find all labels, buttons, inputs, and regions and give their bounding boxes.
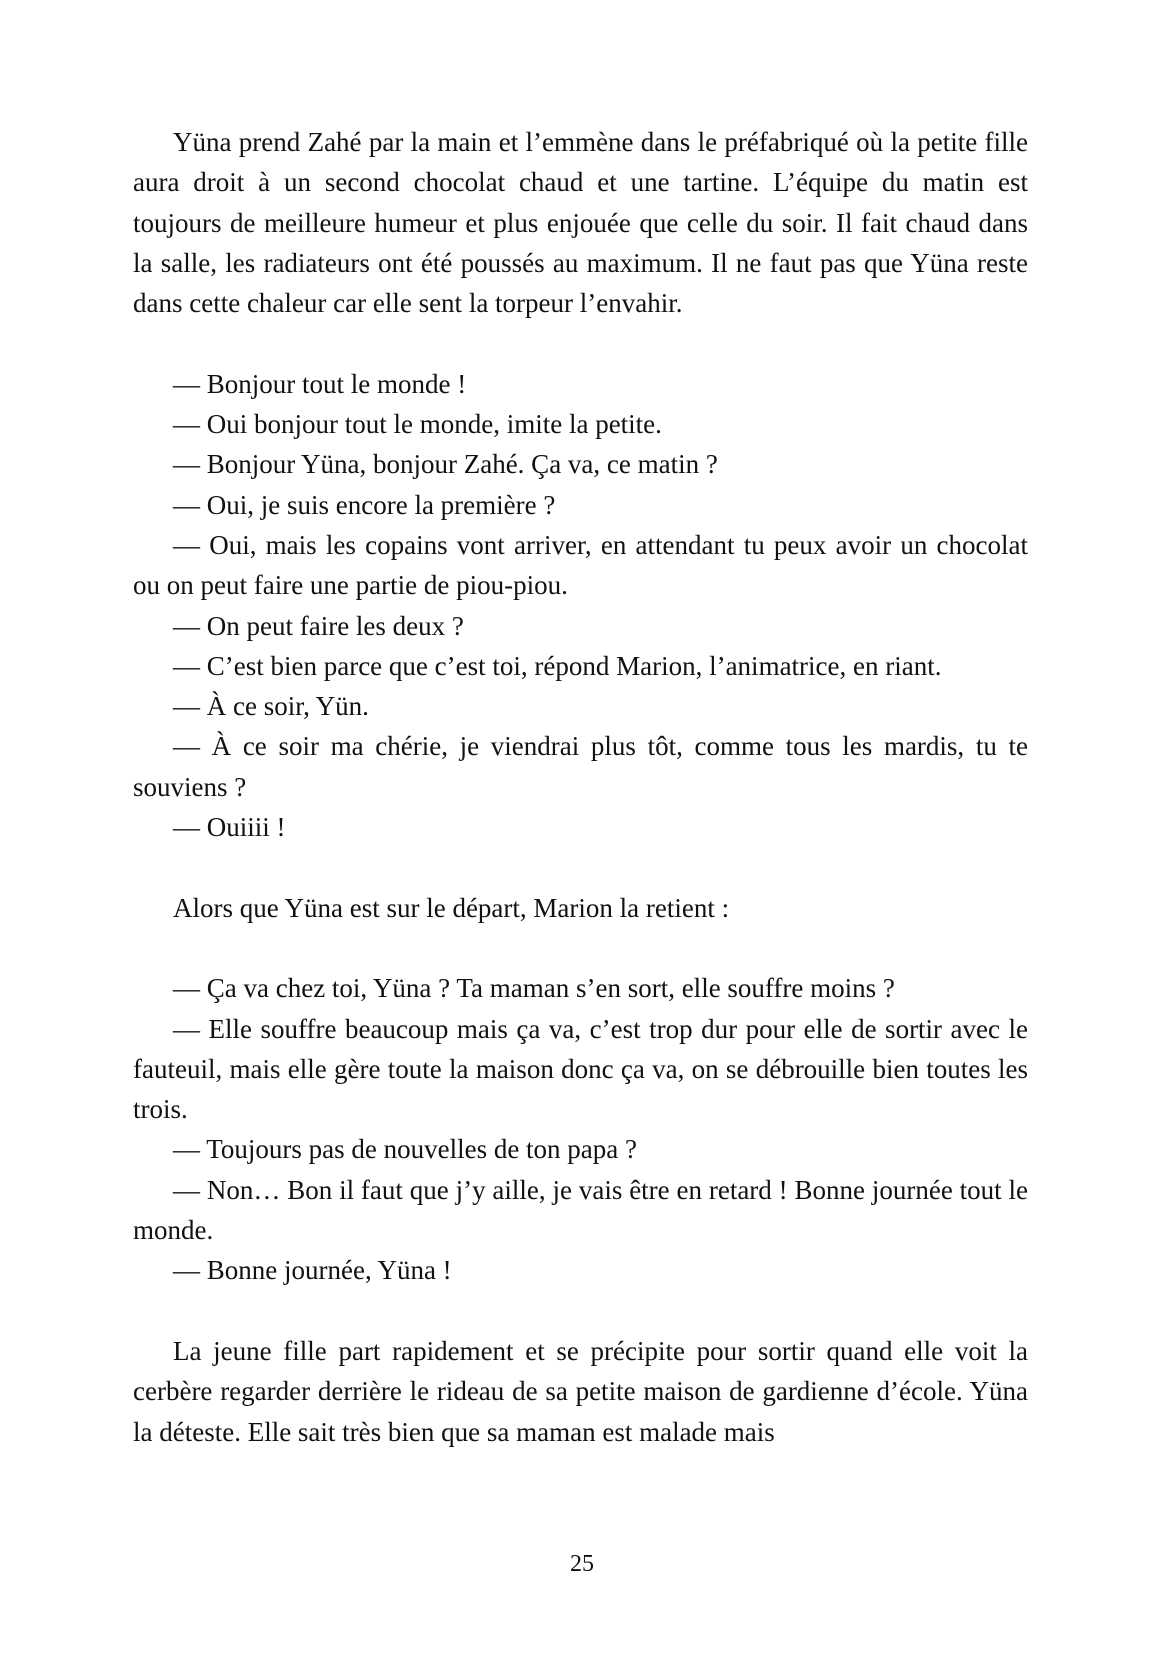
dialogue-line: — Ça va chez toi, Yüna ? Ta maman s’en sort, elle souffre moins ?: [173, 973, 895, 1004]
page-number: 25: [570, 1551, 594, 1577]
dialogue-line: — Oui bonjour tout le monde, imite la petite.: [173, 409, 662, 440]
paragraph-spacer: [133, 928, 1028, 968]
dialogue-line: — Elle souffre beaucoup mais ça va, c’est trop dur pour elle de sortir avec le fauteuil, mais elle gère toute la maison donc ça va, on se débrouille bien toutes les trois.: [133, 1013, 1028, 1125]
narrative-paragraph: La jeune fille part rapidement et se précipite pour sortir quand elle voit la cerbère regarder derrière le rideau de sa petite maison de gardienne d’école. Yüna la déteste. Elle sait très bien que sa maman est malade mais: [133, 1335, 1028, 1447]
dialogue-line: — À ce soir, Yün.: [173, 691, 369, 722]
dialogue-line: — C’est bien parce que c’est toi, répond Marion, l’animatrice, en riant.: [173, 650, 942, 681]
dialogue-line: — Bonne journée, Yüna !: [173, 1255, 452, 1286]
dialogue-line: — Toujours pas de nouvelles de ton papa ?: [173, 1134, 638, 1165]
narrative-paragraph: Alors que Yüna est sur le départ, Marion la retient :: [173, 892, 730, 923]
body-text: [133, 122, 1028, 1452]
dialogue-line: — Ouiiii !: [173, 812, 286, 843]
dialogue-line: — Non… Bon il faut que j’y aille, je vais être en retard ! Bonne journée tout le monde.: [133, 1174, 1028, 1246]
paragraph-spacer: [133, 1291, 1028, 1331]
dialogue-line: — On peut faire les deux ?: [173, 610, 464, 641]
narrative-paragraph: Yüna prend Zahé par la main et l’emmène dans le préfabriqué où la petite fille aura droit à un second chocolat chaud et une tartine. L’équipe du matin est toujours de meilleure humeur et plus enjouée que celle du soir. Il fait chaud dans la salle, les radiateurs ont été poussés au maximum. Il ne faut pas que Yüna reste dans cette chaleur car elle sent la torpeur l’envahir.: [133, 127, 1028, 319]
dialogue-line: — Bonjour tout le monde !: [173, 368, 467, 399]
dialogue-line: — Oui, mais les copains vont arriver, en attendant tu peux avoir un chocolat ou on peut faire une partie de piou-piou.: [133, 529, 1028, 601]
dialogue-line: — Oui, je suis encore la première ?: [173, 489, 556, 520]
dialogue-line: — Bonjour Yüna, bonjour Zahé. Ça va, ce matin ?: [173, 449, 718, 480]
dialogue-line: — À ce soir ma chérie, je viendrai plus tôt, comme tous les mardis, tu te souviens ?: [133, 731, 1028, 802]
paragraph-spacer: [133, 323, 1028, 363]
paragraph-spacer: [133, 847, 1028, 887]
